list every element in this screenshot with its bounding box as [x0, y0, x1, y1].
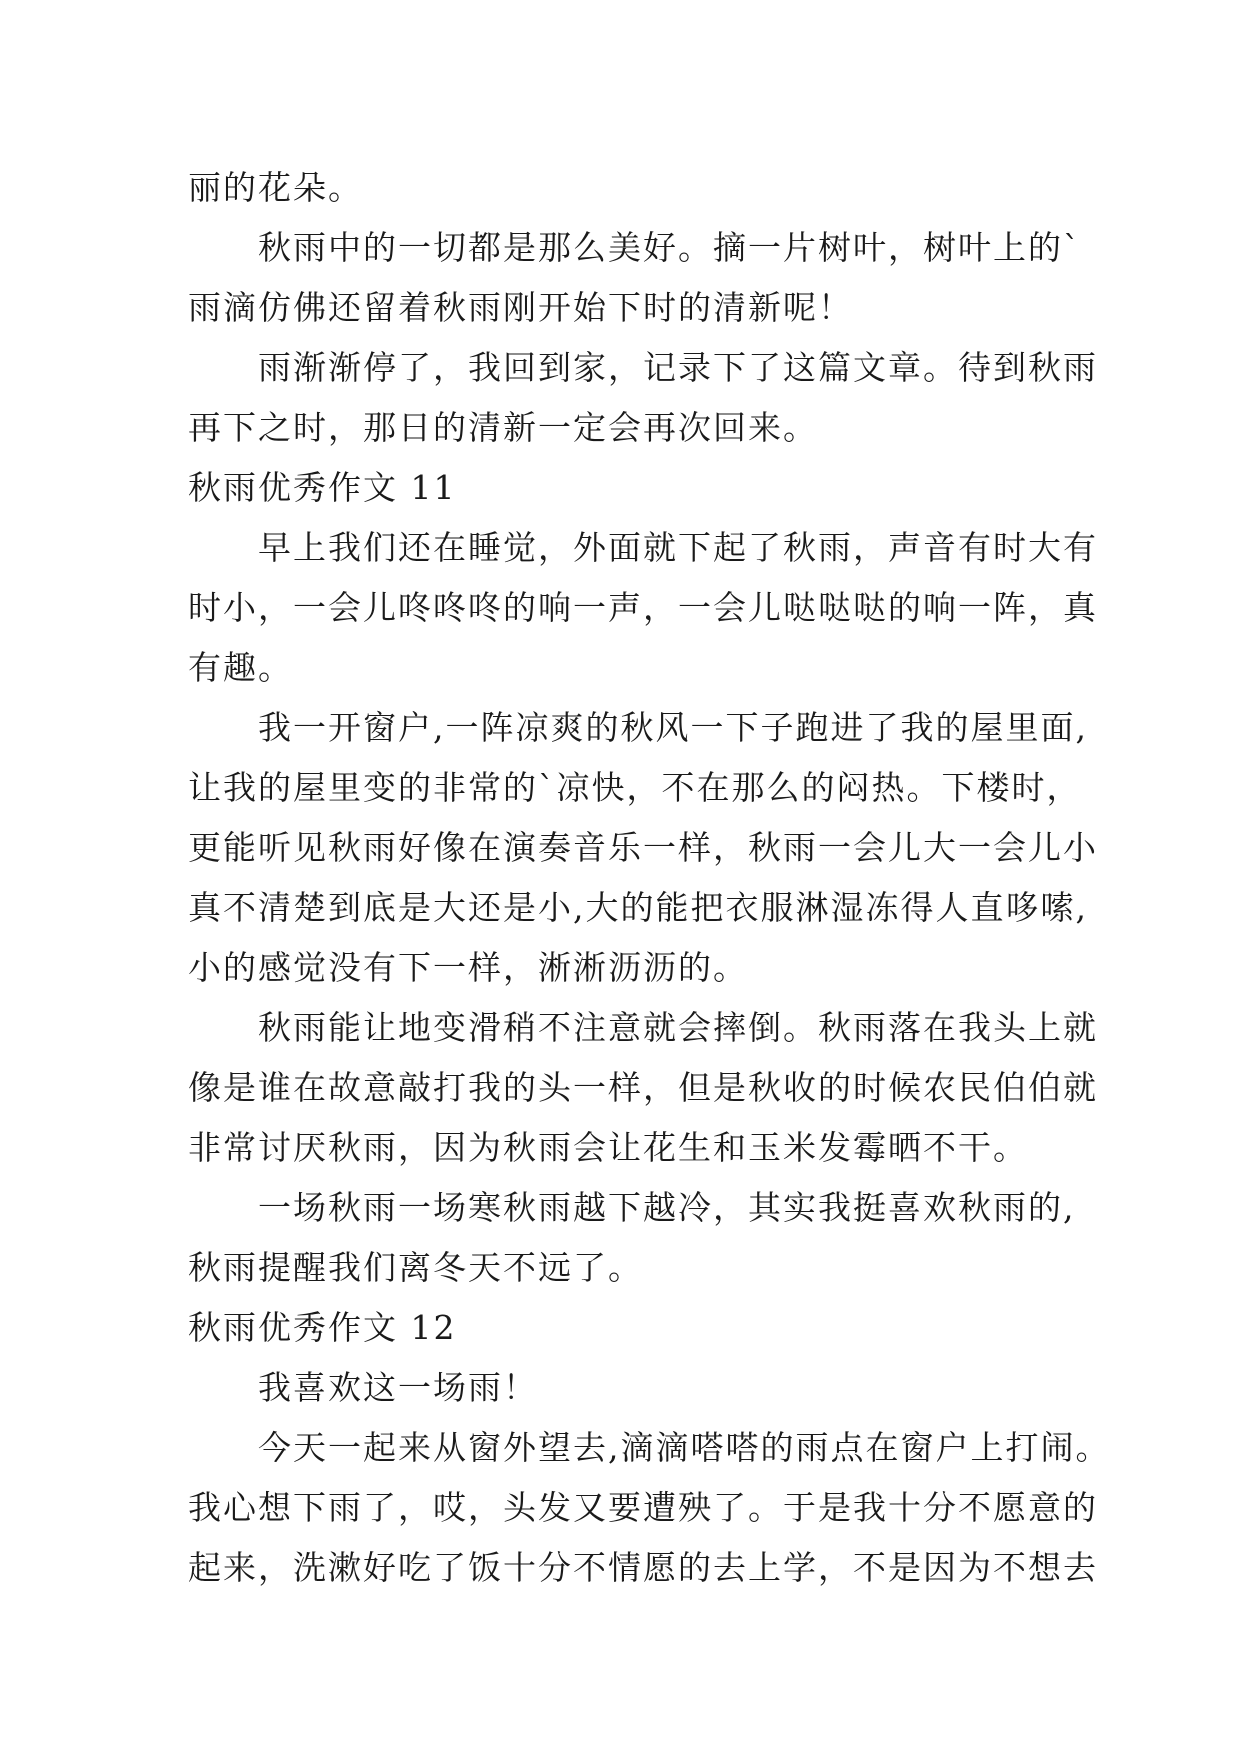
- text-line: 像是谁在故意敲打我的头一样，但是秋收的时候农民伯伯就: [188, 1068, 1098, 1107]
- text-line: 雨滴仿佛还留着秋雨刚开始下时的清新呢！: [188, 288, 853, 327]
- section-heading: 秋雨优秀作文 12: [188, 1308, 457, 1347]
- section-heading: 秋雨优秀作文 11: [188, 468, 457, 507]
- text-line: 早上我们还在睡觉，外面就下起了秋雨，声音有时大有: [258, 528, 1098, 567]
- text-line: 秋雨能让地变滑稍不注意就会摔倒。秋雨落在我头上就: [258, 1008, 1098, 1047]
- text-line: 时小，一会儿咚咚咚的响一声，一会儿哒哒哒的响一阵，真: [188, 588, 1098, 627]
- text-line: 一场秋雨一场寒秋雨越下越冷，其实我挺喜欢秋雨的,: [258, 1188, 1076, 1227]
- text-line: 让我的屋里变的非常的`凉快，不在那么的闷热。下楼时，: [188, 768, 1082, 807]
- text-line: 秋雨提醒我们离冬天不远了。: [188, 1248, 643, 1287]
- text-line: 丽的花朵。: [188, 168, 363, 207]
- text-line: 我一开窗户,一阵凉爽的秋风一下子跑进了我的屋里面,: [258, 708, 1088, 747]
- text-line: 更能听见秋雨好像在演奏音乐一样，秋雨一会儿大一会儿小: [188, 828, 1098, 867]
- text-line: 今天一起来从窗外望去,滴滴嗒嗒的雨点在窗户上打闹。: [258, 1428, 1111, 1467]
- document-body: [188, 158, 1111, 1598]
- text-line: 我喜欢这一场雨！: [258, 1368, 538, 1407]
- text-line: 真不清楚到底是大还是小,大的能把衣服淋湿冻得人直哆嗦,: [188, 888, 1088, 927]
- text-line: 有趣。: [188, 648, 293, 687]
- text-line: 秋雨中的一切都是那么美好。摘一片树叶，树叶上的`: [258, 228, 1082, 267]
- text-line: 再下之时，那日的清新一定会再次回来。: [188, 408, 818, 447]
- text-line: 小的感觉没有下一样，淅淅沥沥的。: [188, 948, 748, 987]
- text-line: 起来，洗漱好吃了饭十分不情愿的去上学，不是因为不想去: [188, 1548, 1098, 1587]
- text-line: 非常讨厌秋雨，因为秋雨会让花生和玉米发霉晒不干。: [188, 1128, 1028, 1167]
- text-line: 雨渐渐停了，我回到家，记录下了这篇文章。待到秋雨: [258, 348, 1098, 387]
- text-line: 我心想下雨了，哎，头发又要遭殃了。于是我十分不愿意的: [188, 1488, 1098, 1527]
